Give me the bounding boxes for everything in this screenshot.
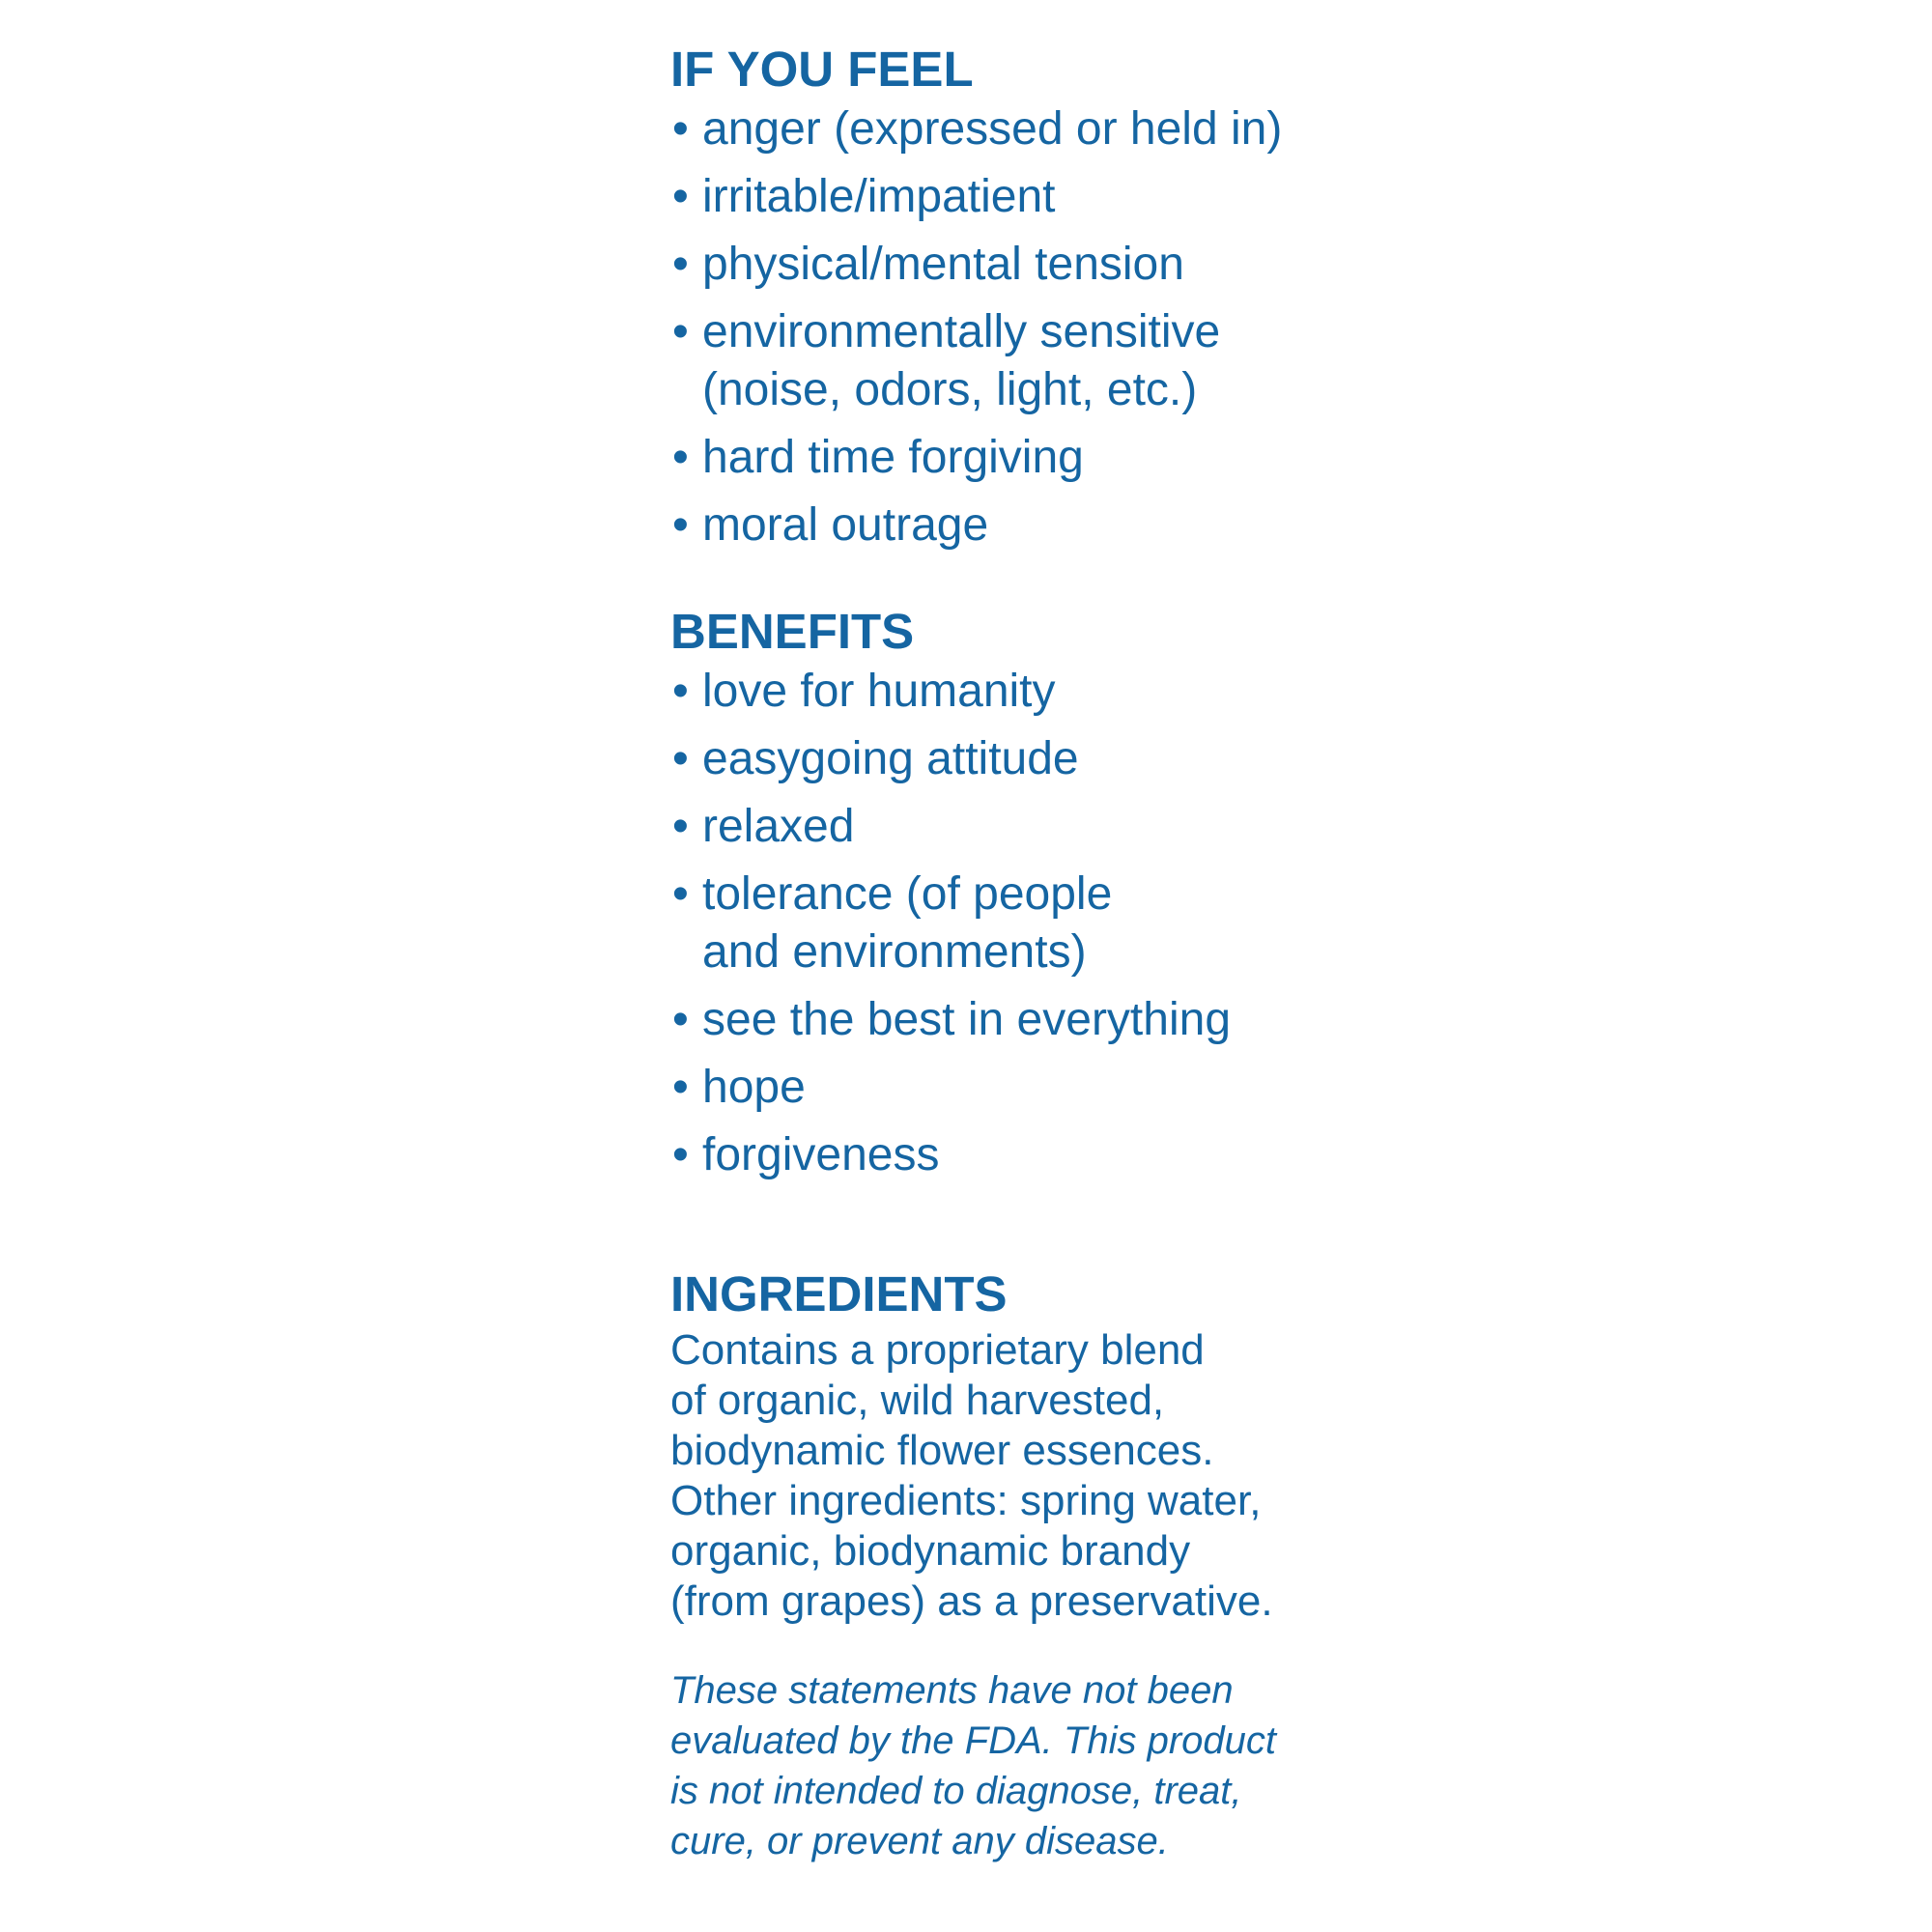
list-item xyxy=(670,1059,1327,1117)
list-item-text: tolerance (of people xyxy=(702,868,1113,920)
bullet-icon: • xyxy=(672,801,689,852)
bullet-icon: • xyxy=(672,499,689,551)
list-item xyxy=(670,730,1327,788)
list-item xyxy=(670,168,1327,226)
bullet-icon: • xyxy=(672,1062,689,1113)
benefits-section xyxy=(670,601,1327,1184)
list-item xyxy=(670,991,1327,1049)
list-item-text: relaxed xyxy=(702,801,855,852)
bullet-icon: • xyxy=(672,239,689,290)
list-item-text: environmentally sensitive xyxy=(702,306,1221,357)
list-item xyxy=(670,663,1327,721)
ingredients-heading: INGREDIENTS xyxy=(670,1266,1008,1321)
ingredients-text xyxy=(670,1325,1327,1627)
disclaimer-line: These statements have not been xyxy=(670,1669,1234,1712)
list-item xyxy=(670,236,1327,294)
bullet-icon: • xyxy=(672,666,689,717)
ingredients-line: organic, biodynamic brandy xyxy=(670,1527,1191,1575)
list-item-text: moral outrage xyxy=(702,499,989,551)
ingredients-line: Other ingredients: spring water, xyxy=(670,1477,1262,1524)
list-item xyxy=(670,1126,1327,1184)
bullet-icon: • xyxy=(672,868,689,920)
ingredients-line: Contains a proprietary blend xyxy=(670,1326,1205,1374)
if-you-feel-heading: IF YOU FEEL xyxy=(670,42,974,97)
bullet-icon: • xyxy=(672,103,689,155)
list-item-text: physical/mental tension xyxy=(702,239,1184,290)
list-item xyxy=(670,798,1327,856)
list-item xyxy=(670,866,1327,981)
list-item-text: irritable/impatient xyxy=(702,171,1056,222)
benefits-list xyxy=(670,663,1327,1184)
disclaimer-line: is not intended to diagnose, treat, xyxy=(670,1770,1242,1812)
list-item-text: love for humanity xyxy=(702,666,1056,717)
ingredients-section xyxy=(670,1264,1327,1627)
list-item xyxy=(670,429,1327,487)
list-item-text-continued: (noise, odors, light, etc.) xyxy=(702,364,1198,415)
ingredients-line: (from grapes) as a preservative. xyxy=(670,1577,1273,1625)
ingredients-line: biodynamic flower essences. xyxy=(670,1427,1214,1474)
list-item-text: see the best in everything xyxy=(702,994,1232,1045)
if-you-feel-section xyxy=(670,39,1327,554)
list-item-text: anger (expressed or held in) xyxy=(702,103,1283,155)
bullet-icon: • xyxy=(672,733,689,784)
bullet-icon: • xyxy=(672,994,689,1045)
list-item-text: hard time forgiving xyxy=(702,432,1084,483)
list-item-text-continued: and environments) xyxy=(702,926,1087,978)
list-item xyxy=(670,100,1327,158)
ingredients-line: of organic, wild harvested, xyxy=(670,1377,1165,1424)
list-item xyxy=(670,303,1327,419)
list-item xyxy=(670,497,1327,554)
disclaimer-line: cure, or prevent any disease. xyxy=(670,1820,1169,1862)
fda-disclaimer xyxy=(670,1665,1327,1866)
bullet-icon: • xyxy=(672,432,689,483)
product-label-panel xyxy=(670,39,1327,1866)
benefits-heading: BENEFITS xyxy=(670,604,915,659)
list-item-text: easygoing attitude xyxy=(702,733,1079,784)
if-you-feel-list xyxy=(670,100,1327,554)
list-item-text: forgiveness xyxy=(702,1129,940,1180)
bullet-icon: • xyxy=(672,1129,689,1180)
disclaimer-line: evaluated by the FDA. This product xyxy=(670,1719,1276,1762)
bullet-icon: • xyxy=(672,171,689,222)
list-item-text: hope xyxy=(702,1062,806,1113)
bullet-icon: • xyxy=(672,306,689,357)
